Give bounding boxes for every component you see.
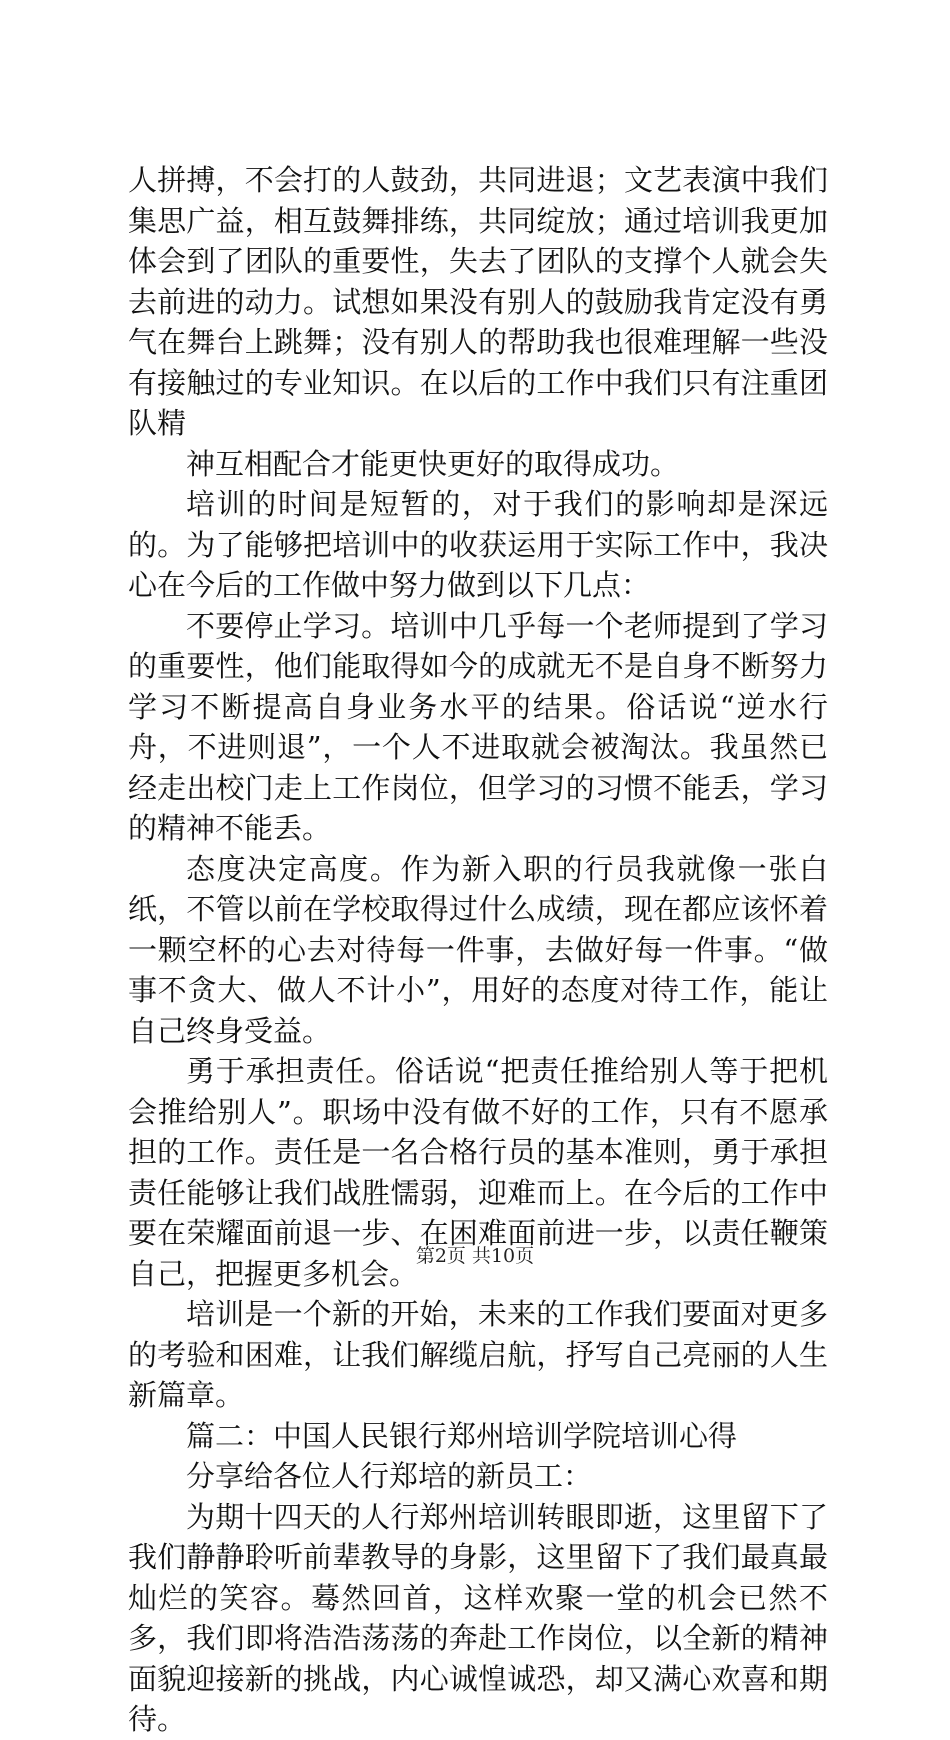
section-heading: 篇二：中国人民银行郑州培训学院培训心得 bbox=[186, 1418, 738, 1453]
document-body bbox=[128, 160, 828, 1740]
paragraph: 培训是一个新的开始，未来的工作我们要面对更多的考验和困难，让我们解缆启航，抒写自己亮丽的人生新篇章。 bbox=[128, 1297, 828, 1412]
paragraph: 分享给各位人行郑培的新员工： bbox=[186, 1459, 593, 1493]
paragraph: 态度决定高度。作为新入职的行员我就像一张白纸，不管以前在学校取得过什么成绩，现在都应该怀着一颗空杯的心去对待每一件事，去做好每一件事。“做事不贪大、做人不计小”，用好的态度对待工作，能让自己终身受益。 bbox=[128, 851, 828, 1048]
paragraph: 不要停止学习。培训中几乎每一个老师提到了学习的重要性，他们能取得如今的成就无不是自身不断努力学习不断提高自身业务水平的结果。俗话说“逆水行舟，不进则退”，一个人不进取就会被淘汰。我虽然已经走出校门走上工作岗位，但学习的习惯不能丢，学习的精神不能丢。 bbox=[128, 608, 828, 845]
paragraph: 勇于承担责任。俗话说“把责任推给别人等于把机会推给别人”。职场中没有做不好的工作，只有不愿承担的工作。责任是一名合格行员的基本准则，勇于承担责任能够让我们战胜懦弱，迎难而上。在今后的工作中要在荣耀面前退一步、在困难面前进一步，以责任鞭策自己，把握更多机会。 bbox=[128, 1054, 828, 1291]
paragraph-continued: 人拼搏，不会打的人鼓劲，共同进退；文艺表演中我们集思广益，相互鼓舞排练，共同绽放；通过培训我更加体会到了团队的重要性，失去了团队的支撑个人就会失去前进的动力。试想如果没有别人的鼓励我肯定没有勇气在舞台上跳舞；没有别人的帮助我也很难理解一些没有接触过的专业知识。在以后的工作中我们只有注重团队精 bbox=[128, 163, 828, 440]
paragraph: 培训的时间是短暂的，对于我们的影响却是深远的。为了能够把培训中的收获运用于实际工作中，我决心在今后的工作做中努力做到以下几点： bbox=[128, 487, 828, 602]
paragraph: 为期十四天的人行郑州培训转眼即逝，这里留下了我们静静聆听前辈教导的身影，这里留下了我们最真最灿烂的笑容。蓦然回首，这样欢聚一堂的机会已然不多，我们即将浩浩荡荡的奔赴工作岗位，以全新的精神面貌迎接新的挑战，内心诚惶诚恐，却又满心欢喜和期待。 bbox=[128, 1499, 828, 1736]
page-footer: 第2页 共10页 bbox=[415, 1245, 535, 1267]
paragraph: 神互相配合才能更快更好的取得成功。 bbox=[186, 446, 680, 481]
